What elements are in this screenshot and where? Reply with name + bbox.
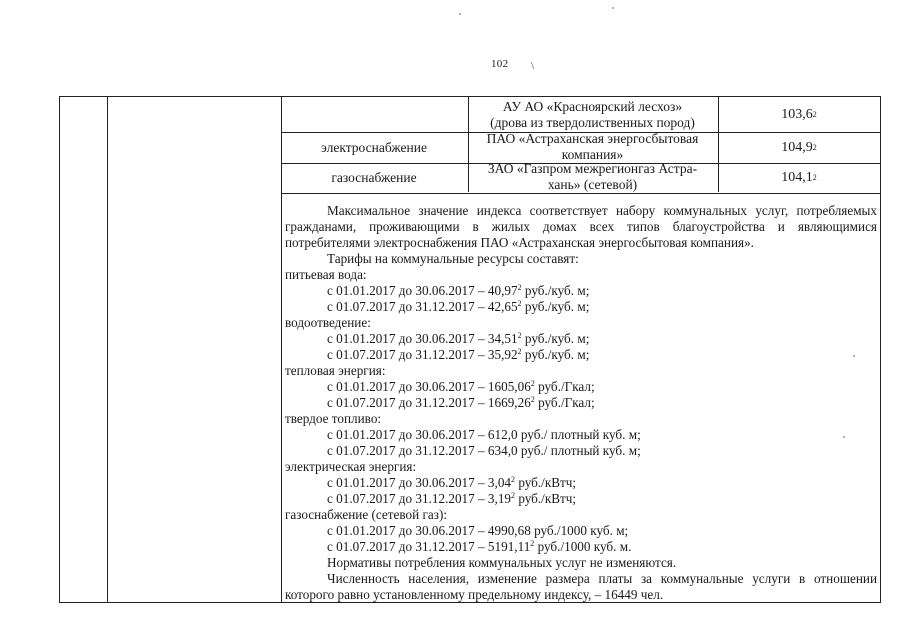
service-cell — [281, 132, 467, 163]
population-note: Численность населения, изменение размера платы за коммунальные услуги в отношении которого равно установленному предельному индексу, – 16449 чел. — [285, 571, 877, 602]
provider-line: компания» — [561, 146, 624, 162]
tariff-line: с 01.07.2017 до 31.12.2017 – 35,92$^2$ руб./куб. м; — [327, 347, 590, 362]
section-heading-heat: тепловая энергия: — [285, 363, 386, 378]
provider-line: ЗАО «Газпром межрегионгаз Астра- — [487, 161, 698, 176]
tariff-line: с 01.01.2017 до 30.06.2017 – 612,0 руб./ плотный куб. м; — [327, 427, 641, 442]
provider-cell — [468, 131, 717, 162]
index-value: 103,6 — [781, 106, 813, 122]
tariff-line: с 01.07.2017 до 31.12.2017 – 42,65$^2$ руб./куб. м; — [327, 299, 590, 314]
section-heading-sewer: водоотведение: — [285, 315, 371, 330]
index-value: 104,1 — [781, 170, 813, 185]
tariff-line: с 01.07.2017 до 31.12.2017 – 5191,11$^2$ руб./1000 куб. м. — [327, 539, 632, 554]
section-heading-water: питьевая вода: — [285, 267, 367, 282]
tariff-line: с 01.07.2017 до 31.12.2017 – 3,19$^2$ руб./кВтч; — [327, 491, 577, 506]
section-heading-electricity: электрическая энергия: — [285, 459, 417, 474]
body-text — [285, 203, 877, 603]
scan-speck — [459, 13, 461, 15]
section-heading-fuel: твердое топливо: — [285, 411, 382, 426]
scan-mark: \ — [531, 60, 535, 72]
index-value: 104,9 — [781, 139, 813, 155]
provider-line: (дрова из твердолиственных пород) — [490, 114, 695, 130]
provider-cell — [468, 97, 717, 132]
index-cell: 104,9 2 — [781, 139, 817, 155]
tariff-line: с 01.01.2017 до 30.06.2017 – 34,51$^2$ руб./куб. м; — [327, 331, 590, 346]
scan-speck — [612, 7, 614, 9]
provider-line: АУ АО «Красноярский лесхоз» — [502, 98, 683, 114]
provider-line: ПАО «Астраханская энергосбытовая — [486, 130, 699, 146]
index-cell: 104,1 2 — [781, 170, 817, 185]
page-number: 102 — [491, 58, 509, 70]
provider-cell — [468, 162, 717, 192]
tariff-line: с 01.07.2017 до 31.12.2017 – 1669,26$^2$ руб./Гкал; — [327, 395, 595, 410]
index-cell: 103,6 2 — [781, 106, 817, 122]
norms-note: Нормативы потребления коммунальных услуг не изменяются. — [327, 555, 677, 570]
service-name: электроснабжение — [321, 139, 427, 155]
paragraph-max-index: Максимальное значение индекса соответствует набору коммунальных услуг, потребляемых гражданами, проживающими в жилых домах всех типов благоустройства и являющимися потребителями электроснабжения ПАО «Астраханская энергосбытовая компания». — [285, 203, 877, 250]
tariff-line: с 01.01.2017 до 30.06.2017 – 4990,68 руб./1000 куб. м; — [327, 523, 629, 538]
tariff-line: с 01.07.2017 до 31.12.2017 – 634,0 руб./ плотный куб. м; — [327, 443, 641, 458]
service-cell — [281, 163, 467, 193]
section-heading-gas: газоснабжение (сетевой газ): — [285, 507, 448, 522]
tariff-line: с 01.01.2017 до 30.06.2017 – 3,04$^2$ руб./кВтч; — [327, 475, 577, 490]
row-divider — [281, 193, 880, 194]
service-name: газоснабжение — [331, 170, 417, 185]
column-divider — [107, 97, 108, 602]
tariff-line: с 01.01.2017 до 30.06.2017 – 1605,06$^2$ руб./Гкал; — [327, 379, 595, 394]
tariffs-intro: Тарифы на коммунальные ресурсы составят: — [327, 251, 579, 266]
tariff-line: с 01.01.2017 до 30.06.2017 – 40,97$^2$ руб./куб. м; — [327, 283, 590, 298]
provider-line: хань» (сетевой) — [547, 177, 638, 192]
